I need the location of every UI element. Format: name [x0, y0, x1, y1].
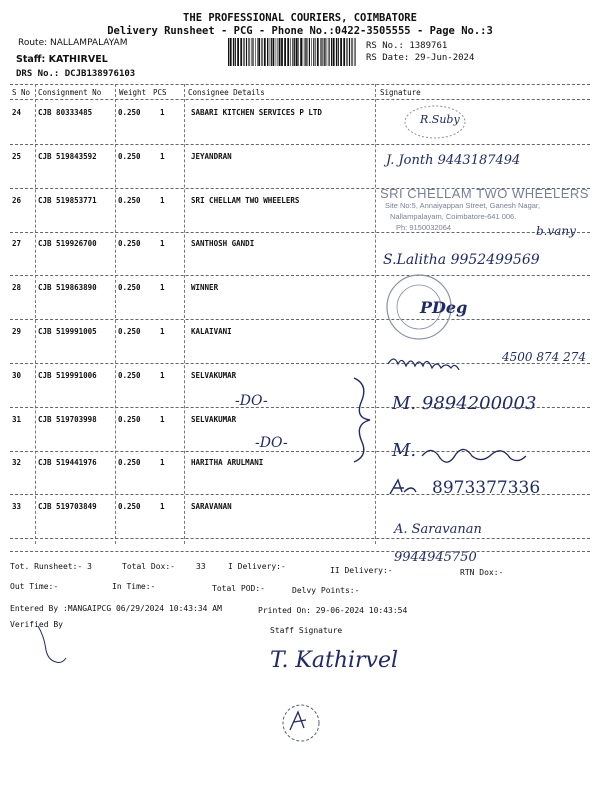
row-sno: 31	[12, 415, 22, 424]
row-consignment-no: CJB 519991006	[38, 371, 97, 380]
row-pcs: 1	[160, 152, 165, 161]
staff-initial-mark	[276, 698, 326, 748]
row-weight: 0.250	[118, 283, 141, 292]
route-label: Route: NALLAMPALAYAM	[18, 38, 128, 48]
row-pcs: 1	[160, 196, 165, 205]
col-header-signature: Signature	[380, 88, 421, 97]
row-consignee: KALAIVANI	[191, 327, 232, 336]
row-pcs: 1	[160, 327, 165, 336]
signature-30: M. 9894200003	[392, 393, 537, 414]
row-weight: 0.250	[118, 196, 141, 205]
row-consignee: SANTHOSH GANDI	[191, 239, 255, 248]
row-consignment-no: CJB 519441976	[38, 458, 97, 467]
col-header-sno: S No	[12, 88, 31, 97]
row-divider	[10, 144, 590, 145]
printed-on: Printed On: 29-06-2024 10:43:54	[258, 606, 408, 615]
company-stamp-city: Nallampalayam, Coimbatore-641 006.	[390, 212, 517, 221]
total-dox-label: Total Dox:-	[122, 562, 175, 571]
signature-24: R.Suby	[420, 113, 460, 126]
col-divider	[375, 84, 376, 544]
row-consignment-no: CJB 519843592	[38, 152, 97, 161]
row-sno: 26	[12, 196, 22, 205]
runsheet-subtitle: Delivery Runsheet - PCG - Phone No.:0422-3505555 - Page No.:3	[107, 25, 493, 37]
col-divider	[115, 84, 116, 544]
total-dox-value: 33	[196, 562, 206, 571]
company-title: THE PROFESSIONAL COURIERS, COIMBATORE	[183, 12, 417, 24]
row-consignment-no: CJB 519991005	[38, 327, 97, 336]
ditto-mark: -DO-	[235, 393, 268, 409]
rtn-dox: RTN Dox:-	[460, 568, 504, 577]
staff-signature-label: Staff Signature	[270, 626, 343, 635]
col-header-consignment: Consignment No	[38, 88, 102, 97]
row-consignment-no: CJB 519853771	[38, 196, 97, 205]
row-weight: 0.250	[118, 327, 141, 336]
col-divider	[35, 84, 36, 544]
row-sno: 33	[12, 502, 22, 511]
row-sno: 24	[12, 108, 22, 117]
company-stamp-address: Site No:5, Annaiyappan Street, Ganesh Nagar,	[385, 201, 541, 210]
i-delivery: I Delivery:-	[228, 562, 286, 571]
row-pcs: 1	[160, 108, 165, 117]
signature-25: J. Jonth 9443187494	[386, 153, 521, 168]
row-sno: 27	[12, 239, 22, 248]
row-sno: 32	[12, 458, 22, 467]
signature-27: S.Lalitha 9952499569	[383, 252, 540, 268]
signature-26: b.vany	[536, 224, 576, 238]
company-stamp-title: SRI CHELLAM TWO WHEELERS	[380, 186, 589, 201]
row-consignee: SARAVANAN	[191, 502, 232, 511]
row-consignee: SABARI KITCHEN SERVICES P LTD	[191, 108, 322, 117]
row-divider	[10, 232, 590, 233]
company-stamp-phone: Ph: 9150032064	[396, 223, 452, 232]
row-weight: 0.250	[118, 239, 141, 248]
row-weight: 0.250	[118, 415, 141, 424]
signature-28: PDeg	[420, 298, 468, 317]
staff-signature: T. Kathirvel	[270, 648, 399, 673]
row-sno: 28	[12, 283, 22, 292]
rs-date: RS Date: 29-Jun-2024	[366, 53, 475, 63]
row-pcs: 1	[160, 415, 165, 424]
ii-delivery: II Delivery:-	[330, 566, 393, 575]
verified-signature-mark	[34, 622, 74, 667]
row-pcs: 1	[160, 283, 165, 292]
signature-33: A. Saravanan 9944945750	[394, 522, 482, 565]
row-divider	[10, 319, 590, 320]
col-header-consignee: Consignee Details	[188, 88, 265, 97]
row-sno: 25	[12, 152, 22, 161]
row-consignee: HARITHA ARULMANI	[191, 458, 264, 467]
col-divider	[184, 84, 185, 544]
rs-number: RS No.: 1389761	[366, 41, 448, 51]
out-time: Out Time:-	[10, 582, 59, 591]
bracket-mark	[348, 374, 378, 464]
row-consignment-no: CJB 80333485	[38, 108, 93, 117]
row-pcs: 1	[160, 239, 165, 248]
row-consignment-no: CJB 519703849	[38, 502, 97, 511]
row-consignee: SRI CHELLAM TWO WHEELERS	[191, 196, 300, 205]
staff-label: Staff: KATHIRVEL	[16, 54, 108, 65]
table-header-rule	[10, 99, 590, 100]
total-pod: Total POD:-	[212, 584, 265, 593]
ditto-mark: -DO-	[255, 435, 288, 451]
signature-initial	[388, 478, 418, 498]
col-header-pcs: PCS	[153, 88, 167, 97]
signature-32: 8973377336	[432, 478, 541, 498]
delvy-points: Delvy Points:-	[292, 586, 360, 595]
in-time: In Time:-	[112, 582, 156, 591]
signature-scribble	[386, 352, 476, 370]
drs-number: DRS No.: DCJB138976103	[16, 69, 136, 79]
row-sno: 30	[12, 371, 22, 380]
row-weight: 0.250	[118, 152, 141, 161]
row-pcs: 1	[160, 371, 165, 380]
row-divider	[10, 275, 590, 276]
row-consignment-no: CJB 519703998	[38, 415, 97, 424]
row-consignee: SELVAKUMAR	[191, 371, 237, 380]
table-top-rule	[10, 84, 590, 85]
col-header-weight: Weight	[119, 88, 147, 97]
signature-scribble	[400, 100, 470, 140]
row-consignment-no: CJB 519926700	[38, 239, 97, 248]
barcode-image	[228, 38, 358, 66]
verified-by: Verified By	[10, 620, 63, 629]
row-consignment-no: CJB 519863890	[38, 283, 97, 292]
row-consignee: SELVAKUMAR	[191, 415, 237, 424]
row-consignee: WINNER	[191, 283, 219, 292]
row-pcs: 1	[160, 502, 165, 511]
tot-runsheet: Tot. Runsheet:- 3	[10, 562, 92, 571]
footer-rule	[10, 551, 590, 552]
row-consignee: JEYANDRAN	[191, 152, 232, 161]
row-pcs: 1	[160, 458, 165, 467]
row-weight: 0.250	[118, 108, 141, 117]
signature-31: M.	[392, 440, 417, 461]
row-sno: 29	[12, 327, 22, 336]
signature-scribble	[420, 442, 530, 464]
entered-by: Entered By :MANGAIPCG 06/29/2024 10:43:34 AM	[10, 604, 222, 613]
row-weight: 0.250	[118, 371, 141, 380]
signature-29: 4500 874 274	[502, 350, 586, 364]
row-weight: 0.250	[118, 458, 141, 467]
row-weight: 0.250	[118, 502, 141, 511]
